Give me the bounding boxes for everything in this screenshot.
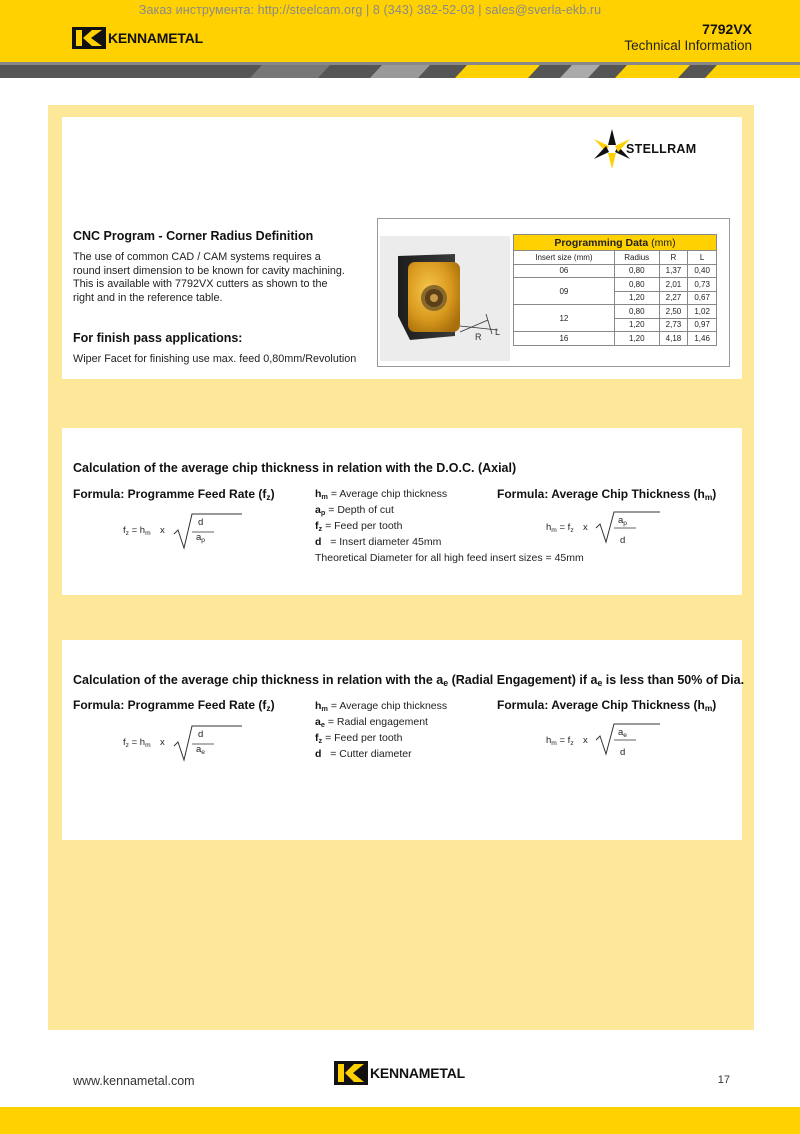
table-cell: 2,73 — [659, 318, 688, 332]
heading-subscript: m — [704, 703, 713, 713]
legend-subscript: e — [320, 720, 325, 729]
formula-symbol: h — [546, 522, 552, 533]
table-cell: 0,80 — [614, 278, 659, 292]
heading-text: Formula: Average Chip Thickness (h — [497, 487, 705, 501]
table-cell: 2,01 — [659, 278, 688, 292]
legend-text: = Cutter diameter — [330, 748, 412, 760]
legend-text: = Feed per tooth — [325, 520, 403, 532]
cnc-title: CNC Program - Corner Radius Definition — [73, 229, 314, 243]
table-cell: 4,18 — [659, 332, 688, 346]
kennametal-k-icon — [72, 27, 106, 49]
header-stripe — [0, 62, 800, 78]
axial-feed-heading: Formula: Programme Feed Rate $(f_z)$ — [73, 487, 275, 502]
footer-url: www.kennametal.com — [73, 1074, 195, 1088]
table-cell: 0,40 — [688, 264, 717, 278]
kennametal-k-icon — [334, 1061, 368, 1085]
formula-subscript: z — [570, 740, 574, 747]
formula-subscript: p — [623, 520, 627, 527]
formula-symbol: = h — [128, 525, 146, 536]
formula-times: x — [160, 525, 165, 536]
kennametal-logo-text: KENNAMETAL — [108, 30, 203, 46]
kennametal-logo — [72, 27, 203, 49]
formula-subscript: m — [551, 740, 557, 747]
formula-times: x — [583, 522, 588, 533]
legend-symbol: a — [315, 716, 321, 728]
table-row — [514, 264, 717, 278]
formula-times: x — [583, 735, 588, 746]
formula-subscript: p — [201, 537, 205, 544]
footer-kennametal-logo — [334, 1061, 465, 1085]
table-cell: 09 — [514, 278, 615, 305]
radial-title — [73, 673, 744, 688]
table-cell: 12 — [514, 305, 615, 332]
table-row — [514, 332, 717, 346]
legend-text: = Feed per tooth — [325, 732, 403, 744]
table-cell: 1,20 — [614, 291, 659, 305]
table-cell: 1,20 — [614, 318, 659, 332]
section-title: Technical Information — [624, 38, 752, 53]
formula-denominator: d — [620, 535, 626, 546]
column-header: Insert size (mm) — [514, 251, 615, 265]
legend-subscript: z — [318, 524, 323, 533]
programming-data-table — [513, 234, 717, 346]
legend-subscript: m — [321, 492, 328, 501]
insert-diagram — [380, 236, 510, 361]
formula-numerator: d — [198, 517, 204, 528]
table-cell: 16 — [514, 332, 615, 346]
axial-title: Calculation of the average chip thickness in relation with the D.O.C. (Axial) — [73, 461, 517, 475]
formula-symbol: f — [123, 737, 126, 748]
column-header: Radius — [614, 251, 659, 265]
formula-subscript: m — [145, 530, 151, 537]
legend-text: = Average chip thickness — [330, 488, 448, 500]
formula-symbol: a — [618, 515, 624, 526]
formula-symbol: h — [546, 735, 552, 746]
table-cell: 1,37 — [659, 264, 688, 278]
cnc-description-line: This is available with 7792VX cutters as shown to the — [73, 278, 328, 290]
table-row — [514, 278, 717, 292]
legend-symbol: d — [315, 536, 322, 548]
length-label: L — [495, 327, 501, 337]
formula-symbol: a — [196, 532, 202, 543]
table-row — [514, 305, 717, 319]
legend-subscript: p — [320, 508, 326, 517]
formula-subscript: e — [623, 732, 627, 739]
legend-item — [315, 534, 441, 550]
formula-denominator — [196, 532, 205, 544]
stellram-logo-text: STELLRAM — [626, 142, 697, 156]
model-title: 7792VX — [702, 21, 752, 37]
heading-text: Formula: Programme Feed Rate (f — [73, 698, 267, 712]
formula-numerator — [618, 727, 627, 739]
contact-line: Заказ инструмента: http://steelcam.org | 8 (343) 382-52-03 | sales@sverla-ekb.ru — [138, 3, 602, 17]
finish-title: For finish pass applications: — [73, 331, 243, 345]
table-cell: 0,97 — [688, 318, 717, 332]
formula-symbol: a — [196, 744, 202, 755]
legend-item — [315, 746, 412, 762]
table-cell: 1,02 — [688, 305, 717, 319]
column-header: R — [659, 251, 688, 265]
formula-denominator — [196, 744, 205, 756]
cnc-description-line: right and in the reference table. — [73, 291, 223, 304]
table-cell: 1,20 — [614, 332, 659, 346]
formula-times: x — [160, 737, 165, 748]
formula-subscript: m — [145, 742, 151, 749]
cnc-description — [73, 251, 373, 305]
table-cell: 0,80 — [614, 264, 659, 278]
formula-symbol: = f — [556, 735, 571, 746]
finish-text: Wiper Facet for finishing use max. feed 0,80mm/Revolution — [73, 353, 357, 365]
formula-lhs — [546, 522, 574, 534]
table-title-row — [514, 235, 717, 251]
formula-denominator: d — [620, 747, 626, 758]
formula-numerator — [618, 515, 627, 527]
title-subscript: e — [443, 678, 449, 688]
title-subscript: e — [597, 678, 603, 688]
axial-chip-heading: Formula: Average Chip Thickness $(h_m)$ — [497, 487, 717, 502]
formula-subscript: e — [201, 749, 205, 756]
stellram-logo — [592, 127, 696, 171]
radius-label: R — [475, 332, 482, 342]
legend-subscript: z — [318, 736, 323, 745]
formula-symbol: = h — [128, 737, 146, 748]
table-cell: 2,27 — [659, 291, 688, 305]
heading-subscript: z — [266, 703, 271, 713]
radial-feed-heading: Formula: Programme Feed Rate $(f_z)$ — [73, 698, 275, 713]
footer-logo-text: KENNAMETAL — [370, 1065, 465, 1081]
table-cell: 1,46 — [688, 332, 717, 346]
legend-text: = Radial engagement — [327, 716, 428, 728]
table-cell: 0,73 — [688, 278, 717, 292]
cnc-description-line: round insert dimension to be known for cavity machining. — [73, 264, 345, 277]
heading-text: Formula: Average Chip Thickness (h — [497, 698, 705, 712]
title-text: Calculation of the average chip thickness in relation with the a — [73, 673, 444, 687]
page-number: 17 — [717, 1074, 730, 1086]
table-cell: 0,67 — [688, 291, 717, 305]
header-titles — [624, 21, 752, 53]
legend-symbol: d — [315, 748, 322, 760]
formula-lhs — [546, 735, 574, 747]
sqrt-sign-icon — [172, 512, 244, 552]
table-title — [514, 235, 717, 251]
formula-subscript: z — [570, 527, 574, 534]
legend-text: = Depth of cut — [328, 504, 394, 516]
legend-symbol: h — [315, 700, 322, 712]
title-text: is less than 50% of Dia. — [602, 673, 745, 687]
formula-subscript: z — [125, 742, 129, 749]
legend-symbol: f — [315, 732, 319, 744]
legend-text: = Insert diameter 45mm — [330, 536, 442, 548]
legend-symbol: a — [315, 504, 321, 516]
cnc-description-line: The use of common CAD / CAM systems requires a — [73, 251, 321, 263]
formula-lhs — [123, 737, 151, 749]
table-title-text: Programming Data — [554, 236, 649, 249]
legend-note: Theoretical Diameter for all high feed insert sizes = 45mm — [315, 552, 584, 564]
title-text: (Radial Engagement) if a — [448, 673, 598, 687]
formula-subscript: z — [125, 530, 129, 537]
legend-subscript: m — [321, 704, 328, 713]
table-unit: (mm) — [651, 236, 676, 249]
formula-numerator: d — [198, 729, 204, 740]
table-cell: 2,50 — [659, 305, 688, 319]
table-cell: 06 — [514, 264, 615, 278]
heading-subscript: z — [266, 492, 271, 502]
heading-text: Formula: Programme Feed Rate (f — [73, 487, 267, 501]
legend-text: = Average chip thickness — [330, 700, 448, 712]
formula-symbol: a — [618, 727, 624, 738]
sqrt-sign-icon — [594, 722, 662, 762]
footer-bar — [0, 1107, 800, 1134]
column-header: L — [688, 251, 717, 265]
formula-symbol: = f — [556, 522, 571, 533]
legend-symbol: f — [315, 520, 319, 532]
formula-lhs — [123, 525, 151, 537]
radial-chip-heading: Formula: Average Chip Thickness $(h_m)$ — [497, 698, 717, 713]
sqrt-sign-icon — [172, 724, 244, 764]
table-cell: 0,80 — [614, 305, 659, 319]
legend-symbol: h — [315, 488, 322, 500]
formula-subscript: m — [551, 527, 557, 534]
table-header-row — [514, 251, 717, 265]
sqrt-sign-icon — [594, 510, 662, 550]
heading-subscript: m — [704, 492, 713, 502]
formula-symbol: f — [123, 525, 126, 536]
